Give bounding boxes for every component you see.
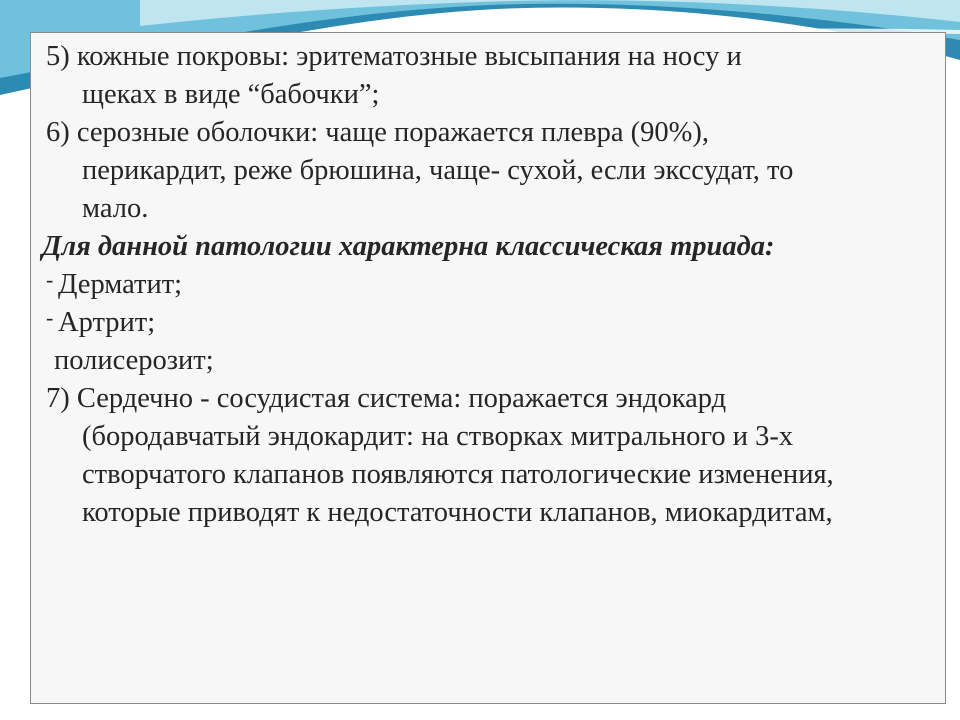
item7-line1: 7) Сердечно - сосудистая система: поражается эндокард [46,383,727,414]
item7-line3: створчатого клапанов появляются патологические изменения, [82,459,834,490]
slide-body-text [42,38,932,532]
item7-line2: (бородавчатый эндокардит: на створках митрального и 3-х [82,421,794,452]
triad-bullet-1 [42,266,932,304]
triad-bullet-1-text: Дерматит; [58,269,183,300]
dash-bullet-icon: - [46,267,54,292]
triad-bullet-2 [42,304,932,342]
item7-line4: которые приводят к недостаточности клапанов, миокардитам, [82,497,833,528]
triad-item-3: полисерозит; [54,345,214,376]
item6-line2: перикардит, реже брюшина, чаще- сухой, если экссудат, то [82,155,794,186]
triad-heading: Для данной патологии характерна классическая триада: [42,231,775,262]
dash-bullet-icon: - [46,305,54,330]
item5-line1: 5) кожные покровы: эритематозные высыпания на носу и [46,41,742,72]
triad-bullet-2-text: Артрит; [58,307,156,338]
item6-line3: мало. [82,193,149,224]
item5-line2: щеках в виде “бабочки”; [82,79,380,110]
item6-line1: 6) серозные оболочки: чаще поражается плевра (90%), [46,117,710,148]
